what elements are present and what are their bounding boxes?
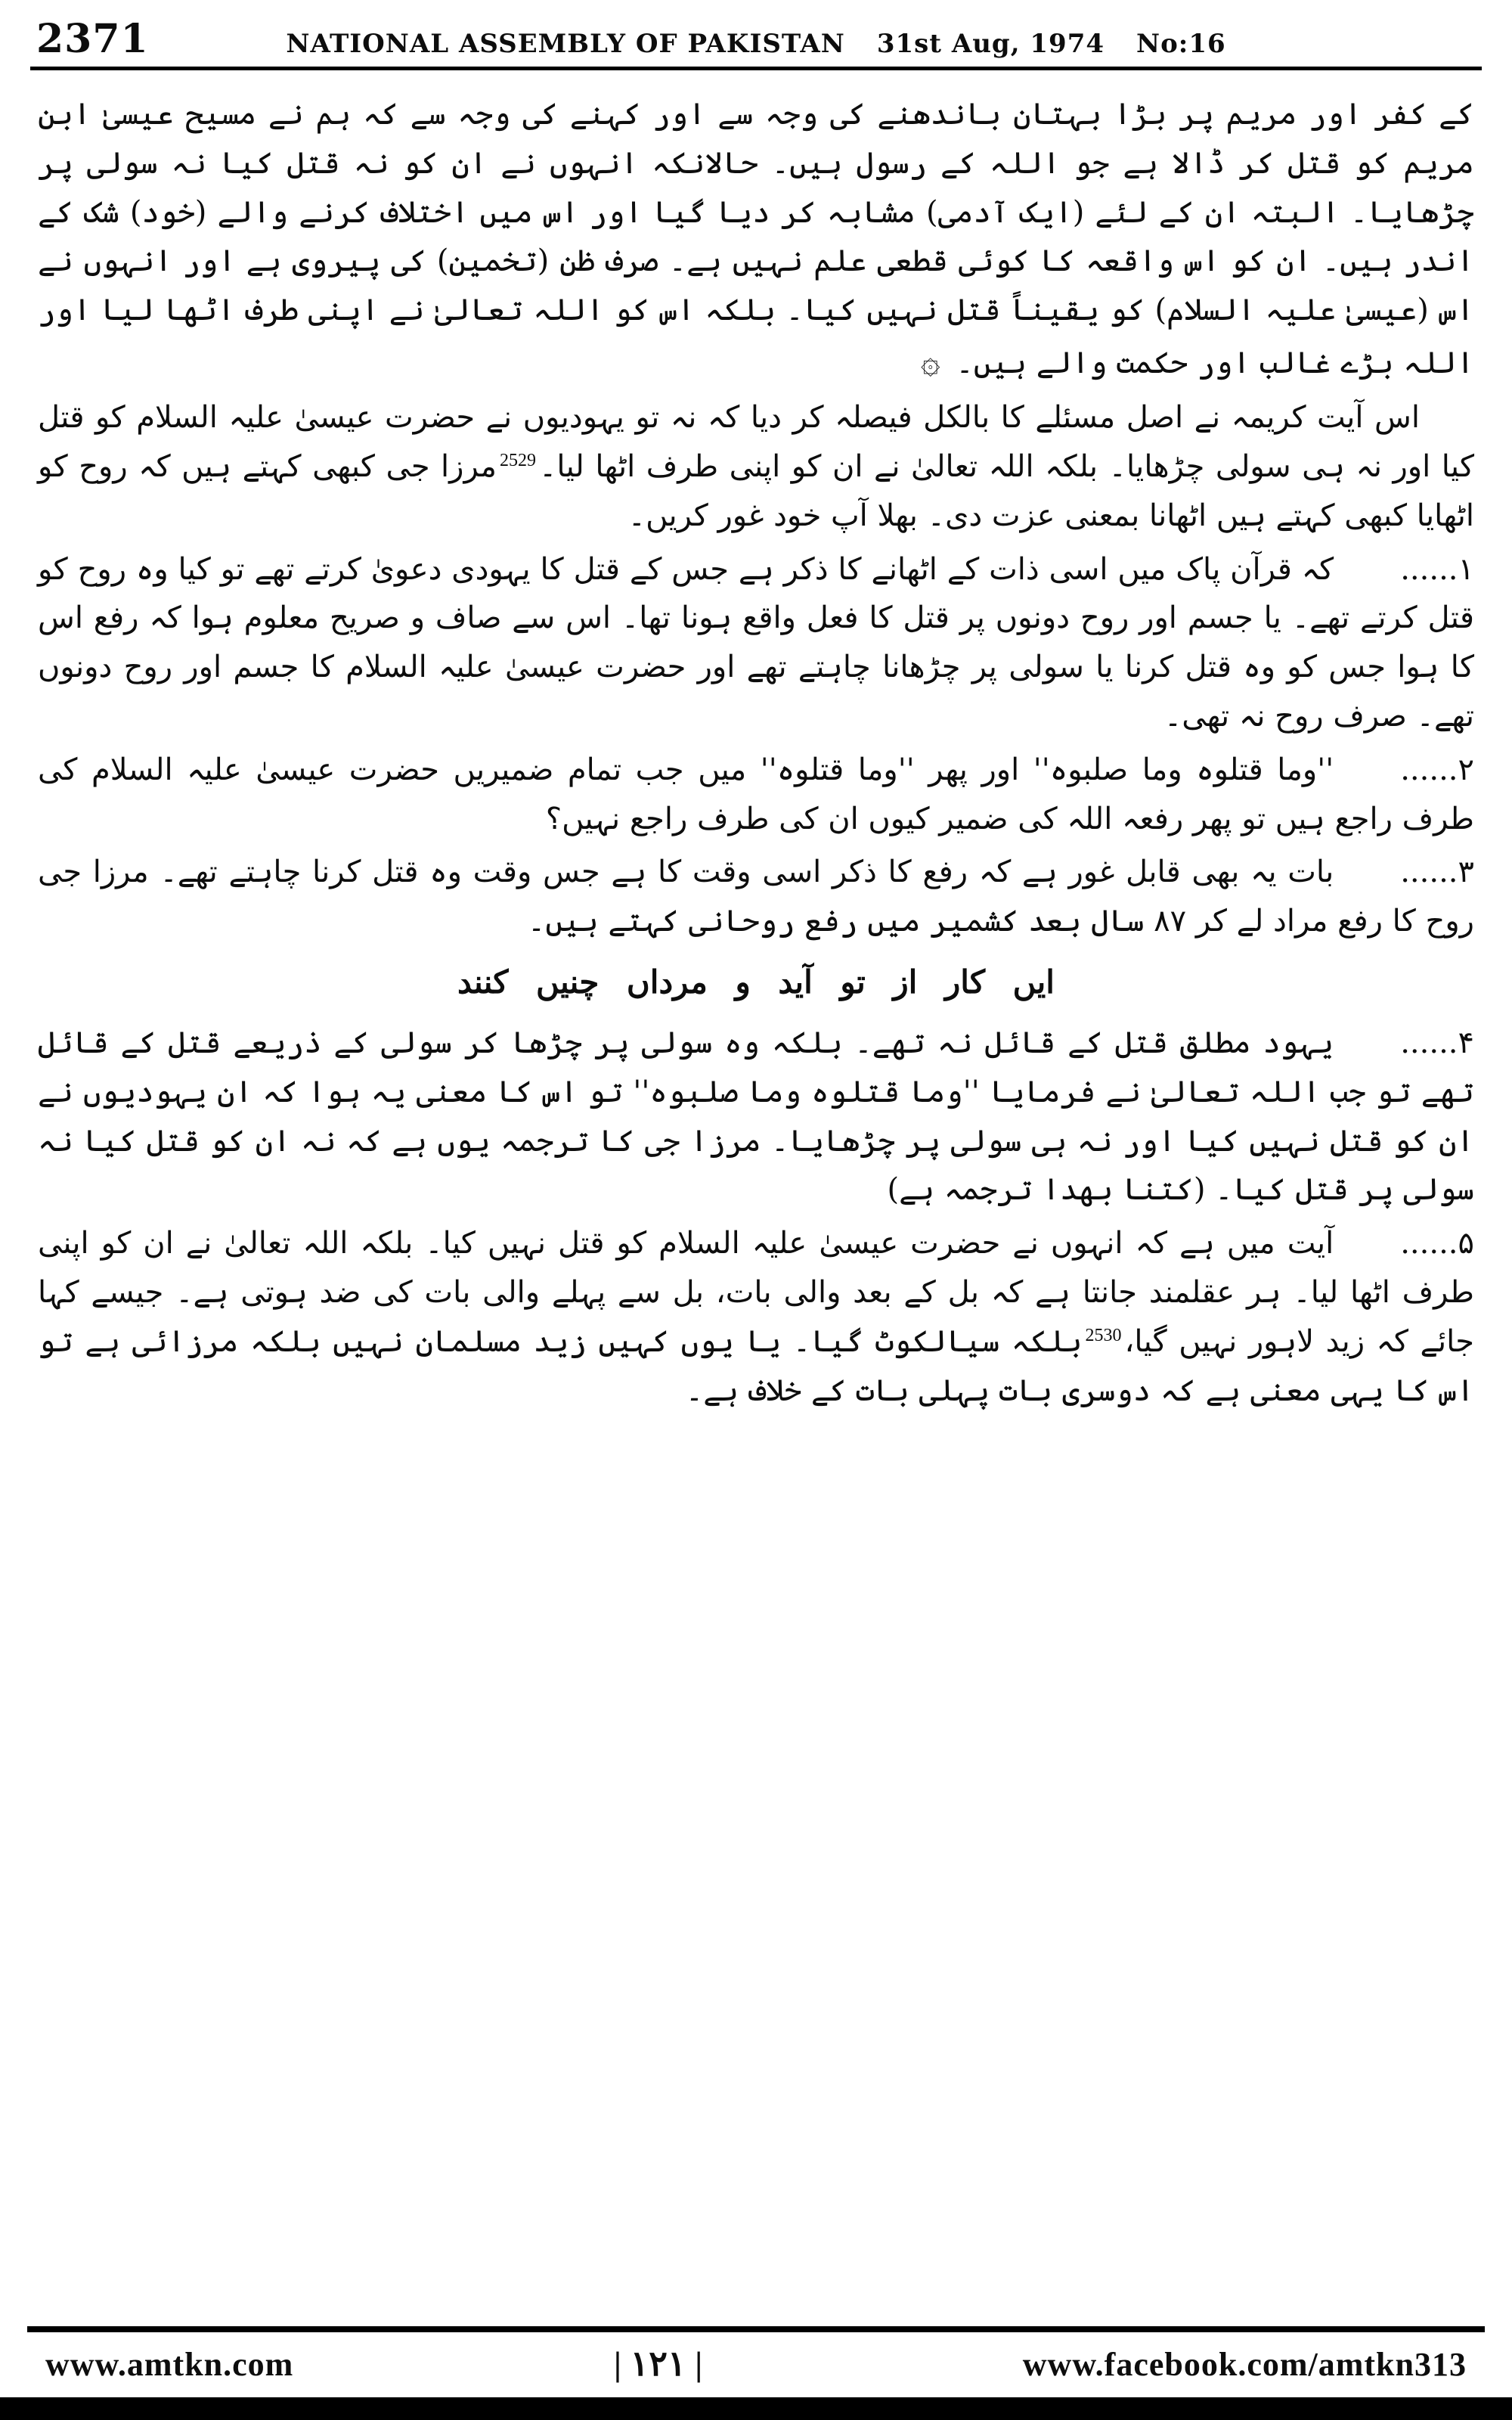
numbered-point-4 xyxy=(38,1019,1474,1215)
footer-facebook-url: www.facebook.com/amtkn313 xyxy=(1022,2346,1467,2383)
header-issue-number: No:16 xyxy=(1136,29,1226,59)
assembly-title: NATIONAL ASSEMBLY OF PAKISTAN xyxy=(286,29,845,59)
page-header xyxy=(0,0,1512,67)
commentary-paragraph xyxy=(38,393,1474,540)
page-footer xyxy=(0,2326,1512,2420)
page-number: 2371 xyxy=(36,16,149,62)
footer-rule xyxy=(27,2326,1485,2332)
point-5-marker: ۵...... xyxy=(1400,1226,1474,1261)
header-date: 31st Aug, 1974 xyxy=(876,29,1105,59)
persian-couplet: ایں کار از تو آید و مرداں چنیں کنند xyxy=(457,963,1055,1001)
point-5-text-part1: آیت میں ہے کہ انہوں نے حضرت عیسیٰ علیہ السلام کو قتل نہیں کیا۔ بلکہ اللہ تعالیٰ نے ان کو اپنی طرف اٹھا لیا۔ ہر عقلمند جانتا ہے کہ بل کے بعد والی بات، بل سے پہلے والی بات کی ضد ہوتی ہے۔ جیسے کہا جائے کہ زید لاہور نہیں گیا، xyxy=(38,1226,1475,1359)
numbered-point-3 xyxy=(38,848,1474,946)
header-title-row xyxy=(0,29,1512,59)
point-1-marker: ۱...... xyxy=(1400,551,1474,587)
point-4-text: یہود مطلق قتل کے قائل نہ تھے۔ بلکہ وہ سولی پر چڑھا کر سولی کے ذریعے قتل کے قائل تھے تو جب اللہ تعالیٰ نے فرمایا ''وما قتلوہ وما صلبوہ'' تو اس کا معنی یہ ہوا کہ ان یہودیوں نے ان کو قتل نہیں کیا اور نہ ہی سولی پر چڑھایا۔ مرزا جی کا ترجمہ یوں ہے کہ نہ ان کو قتل کیا نہ سولی پر قتل کیا۔ (کتنا بھدا ترجمہ ہے) xyxy=(38,1025,1474,1208)
numbered-point-2 xyxy=(38,746,1474,844)
point-1-text: کہ قرآن پاک میں اسی ذات کے اٹھانے کا ذکر ہے جس کے قتل کا یہودی دعویٰ کرتے تھے تو کیا وہ روح کو قتل کرتے تھے۔ یا جسم اور روح دونوں پر قتل کا فعل واقع ہونا تھا۔ اس سے صاف و صریح معلوم ہوا کہ رفع اس کا ہوا جس کو وہ قتل کرنا یا سولی پر چڑھانا چاہتے تھے اور حضرت عیسیٰ علیہ السلام کا جسم اور روح دونوں تھے۔ صرف روح نہ تھی۔ xyxy=(38,551,1474,734)
footnote-ref-2530: 2530 xyxy=(1085,1325,1122,1345)
footer-page-label: | ۱۲۱ | xyxy=(613,2344,703,2383)
translation-text: کے کفر اور مریم پر بڑا بہتان باندھنے کی وجہ سے اور کہنے کی وجہ سے کہ ہم نے مسیح عیسیٰ ابن مریم کو قتل کر ڈالا ہے جو اللہ کے رسول ہیں۔ حالانکہ انہوں نے ان کو نہ قتل کیا نہ سولی پر چڑھایا۔ البتہ ان کے لئے (ایک آدمی) مشابہ کر دیا گیا اور اس میں اختلاف کرنے والے (خود) شک کے اندر ہیں۔ ان کو اس واقعہ کا کوئی قطعی علم نہیں ہے۔ صرف ظن (تخمین) کی پیروی ہے اور انہوں نے اس (عیسیٰ علیہ السلام) کو یقیناً قتل نہیں کیا۔ بلکہ اس کو اللہ تعالیٰ نے اپنی طرف اٹھا لیا اور اللہ بڑے غالب اور حکمت والے ہیں۔ xyxy=(38,97,1474,380)
page-body xyxy=(0,70,1512,1415)
point-3-marker: ۳...... xyxy=(1400,855,1474,890)
point-2-marker: ۲...... xyxy=(1400,752,1474,787)
numbered-point-1 xyxy=(38,545,1474,741)
footer-website-url: www.amtkn.com xyxy=(45,2346,294,2383)
footer-row xyxy=(0,2343,1512,2384)
commentary-part1: اس آیت کریمہ نے اصل مسئلے کا بالکل فیصلہ کر دیا کہ نہ تو یہودیوں نے حضرت عیسیٰ علیہ السلام کو قتل کیا اور نہ ہی سولی چڑھایا۔ بلکہ اللہ تعالیٰ نے ان کو اپنی طرف اٹھا لیا۔ xyxy=(38,400,1475,485)
point-4-marker: ۴...... xyxy=(1400,1025,1474,1061)
footnote-ref-2529: 2529 xyxy=(499,450,536,470)
quran-translation-paragraph xyxy=(38,90,1474,389)
bottom-black-bar xyxy=(0,2397,1512,2420)
point-3-text: بات یہ بھی قابل غور ہے کہ رفع کا ذکر اسی وقت کا ہے جس وقت وہ قتل کرنا چاہتے تھے۔ مرزا جی روح کا رفع مراد لے کر ۸۷ سال بعد کشمیر میں رفع روحانی کہتے ہیں۔ xyxy=(38,855,1474,939)
commentary-part2: مرزا جی کبھی کہتے ہیں کہ روح کو اٹھایا کبھی کہتے ہیں اٹھانا بمعنی عزت دی۔ بھلا آپ خود غور کریں۔ xyxy=(38,449,1474,533)
verse-end-ornament: ۞ xyxy=(920,342,940,381)
point-5-text-part2: بلکہ سیالکوٹ گیا۔ یا یوں کہیں زید مسلمان نہیں بلکہ مرزائی ہے تو اس کا یہی معنی ہے کہ دوسری بات پہلی بات کے خلاف ہے۔ xyxy=(38,1323,1474,1408)
numbered-point-5 xyxy=(38,1219,1474,1415)
point-2-text: ''وما قتلوہ وما صلبوہ'' اور پھر ''وما قتلوہ'' میں جب تمام ضمیریں حضرت عیسیٰ علیہ السلام کی طرف راجع ہیں تو پھر رفعہ اللہ کی ضمیر کیوں ان کی طرف راجع نہیں؟ xyxy=(38,752,1474,836)
